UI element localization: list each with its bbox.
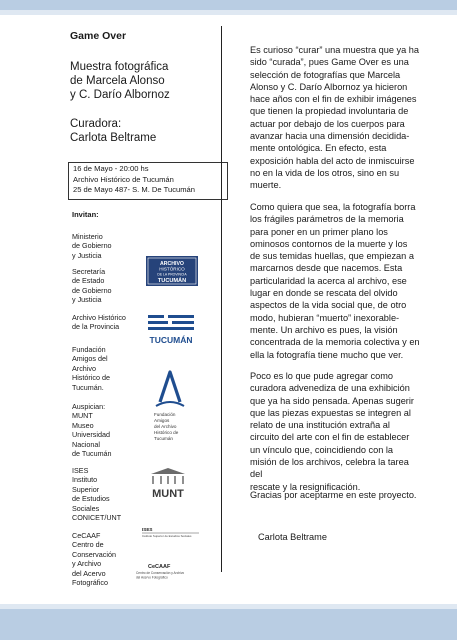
subtitle-line: Muestra fotográfica [70, 61, 169, 73]
sponsor-line: Fundación [72, 345, 106, 354]
sponsor-ministerio [72, 232, 142, 260]
archivo-logo-line: ARCHIVO [160, 261, 184, 267]
text-line: para poner en un primer plano los [250, 226, 388, 237]
date-line: 16 de Mayo - 20:00 hs [73, 164, 149, 173]
fundacion-logo-line: Tucumán [154, 436, 173, 441]
text-line: Poco es lo que pude agregar como [250, 371, 394, 381]
sponsor-line: de Gobierno [72, 241, 112, 251]
text-line: un vínculo que, coincidiendo con la [250, 444, 394, 455]
text-line: concentrada de la memoria colectiva y en [250, 337, 420, 348]
sponsor-line: Secretaría [72, 267, 106, 276]
ises-title: ISES [142, 527, 153, 532]
text-line: no en la vida de los otros, sino en su [250, 167, 400, 178]
sponsor-line: Nacional [72, 439, 100, 449]
ises-logo [141, 526, 201, 538]
text-line: curadora advenediza de una exhibición [250, 383, 410, 394]
text-line: misión de los archivos, celebra la tarea del [250, 457, 409, 480]
date-box [68, 162, 228, 200]
archivo-historico-logo [146, 256, 198, 286]
text-line: relato de una institución extraña al [250, 420, 390, 431]
sponsor-line: y Justicia [72, 250, 102, 260]
venue-line: Archivo Histórico de Tucumán [73, 174, 174, 184]
text-line: Alonso y C. Darío Albornoz ya hicieron [250, 81, 408, 92]
sponsor-line: Archivo Histórico [72, 313, 126, 322]
cecaaf-logo-line: Centro de Conservación y Archivo [136, 571, 185, 575]
sponsor-line: del Acervo [72, 568, 106, 578]
bottom-band [0, 609, 457, 640]
sponsor-line: CeCAAF [72, 531, 101, 540]
text-line: exposición habla del acto de inmiscuirse [250, 155, 415, 166]
sponsor-line: de Gobierno [72, 285, 112, 295]
text-line: marcarnos desde que nacemos. Esta [250, 263, 403, 274]
munt-roof-icon [151, 468, 185, 474]
sponsor-fundacion [72, 345, 142, 392]
column-divider [221, 26, 222, 572]
subtitle-line: de Marcela Alonso [70, 75, 165, 87]
text-line: Gracias por aceptarme en este proyecto. [250, 490, 417, 500]
text-line: actuar por debajo de los cuerpos para [250, 118, 405, 129]
sponsor-line: y Archivo [72, 559, 102, 569]
exhibition-title: Game Over [70, 30, 127, 42]
sponsor-line: Superior [72, 484, 100, 494]
text-line: los frágiles parámetros de la memoria [250, 214, 404, 225]
text-line: rescate y la resignificación. [250, 481, 361, 492]
text-line: circuito del arte con el fin de establecer [250, 432, 410, 443]
sponsor-line: Museo [72, 420, 94, 430]
subtitle-line: y C. Darío Albornoz [70, 89, 170, 101]
paragraph-2 [250, 201, 420, 361]
text-line: avanzar hacia una dimensión decidida- [250, 131, 410, 142]
sponsor-line: Conservación [72, 549, 116, 559]
text-line: ella la fotografía tiene mucho que ver. [250, 349, 404, 360]
text-line: mente ontológica. En efecto, esta [250, 143, 387, 154]
sponsor-line: Instituto [72, 475, 98, 485]
text-line: Es curioso “curar” una muestra que ya ha [250, 45, 420, 55]
sponsor-line: Archivo [72, 363, 96, 373]
address-line: 25 de Mayo 487- S. M. De Tucumán [73, 185, 195, 194]
text-line: selección de fotografías que Marcela [250, 69, 401, 80]
sponsor-line: de Tucumán [72, 449, 112, 459]
text-line: ominosos contornos de la muerte y los [250, 238, 408, 249]
sponsor-line: y Justicia [72, 295, 102, 305]
cecaaf-title: CeCAAF [148, 564, 171, 570]
text-line: que ya ha sido pensada. Apenas sugerir [250, 395, 414, 406]
munt-word: MUNT [152, 488, 184, 500]
fundacion-logo-line: Amigos [154, 418, 170, 423]
curator-name: Carlota Beltrame [70, 132, 157, 144]
sponsor-cecaaf [72, 531, 142, 587]
text-line: modo, hubieran “muerto” inexorable- [250, 312, 400, 323]
sponsor-archivo [72, 313, 152, 332]
sponsor-line: Universidad [72, 430, 110, 440]
text-line: que tienen la propiedad involuntaria de [250, 106, 409, 117]
signature: Carlota Beltrame [258, 532, 327, 542]
paragraph-3 [250, 370, 420, 493]
text-line: mente. Un archivo es pues, la visión [250, 324, 398, 335]
tucuman-stripe [168, 315, 194, 318]
archivo-logo-line: HISTÓRICO [159, 266, 185, 272]
sponsor-line: Centro de [72, 540, 104, 550]
fundacion-logo [146, 368, 194, 450]
sponsor-line: Sociales [72, 503, 100, 513]
sponsor-line: Histórico de [72, 373, 110, 383]
sponsor-line: ISES [72, 466, 89, 475]
sponsor-line: MUNT [72, 411, 93, 421]
archivo-logo-line: TUCUMÁN [157, 278, 187, 284]
text-line: hace años con el fin de exhibir imágenes [250, 94, 417, 105]
ises-subtitle: Instituto Superior de Estudios Sociales [142, 534, 192, 538]
text-line: sido “curada”, pues Game Over es una [250, 57, 409, 68]
munt-logo [143, 466, 193, 500]
paragraph-4 [250, 489, 420, 501]
sponsor-secretaria [72, 267, 142, 305]
sponsor-line: CONICET/UNT [72, 513, 122, 523]
tucuman-stripe [148, 315, 164, 318]
text-line: muerte. [250, 180, 282, 191]
sponsor-line: de la Provincia [72, 322, 120, 332]
top-band-light [0, 10, 457, 15]
curator-label: Curadora: [70, 118, 122, 130]
archivo-logo-line: DE LA PROVINCIA [157, 272, 187, 277]
tucuman-stripe [172, 321, 194, 324]
sponsor-ises [72, 466, 142, 522]
text-line: que las piezas expuestas se integren al [250, 407, 411, 418]
tucuman-logo [146, 313, 196, 347]
invitan-label: Invitan: [72, 210, 99, 219]
sponsor-munt [72, 402, 142, 458]
fundacion-logo-line: Histórico de [154, 430, 179, 435]
tucuman-stripe [148, 321, 168, 324]
sponsor-line: Auspician: [72, 402, 106, 411]
top-band [0, 0, 457, 10]
fundacion-a-icon [160, 372, 180, 402]
cecaaf-logo [134, 562, 202, 586]
sponsor-line: Fotográfico [72, 578, 108, 588]
sponsor-line: Amigos del [72, 354, 108, 364]
fundacion-arc-icon [156, 402, 184, 406]
text-line: Como quiera que sea, la fotografía borra [250, 202, 416, 212]
sponsor-line: de Estudios [72, 494, 110, 504]
cecaaf-logo-line: del Acervo Fotográfico [136, 575, 168, 580]
text-line: aspectos de la vida social que, de otro [250, 300, 407, 311]
exhibition-subtitle [70, 60, 230, 102]
sponsor-line: Tucumán. [72, 382, 104, 392]
text-line: de sus temidas huellas, que empiezan a [250, 251, 414, 262]
sponsor-line: de Estado [72, 276, 105, 286]
text-line: lugar en donde se rescata del olvido [250, 288, 398, 299]
fundacion-logo-line: del Archivo [154, 424, 177, 429]
fundacion-logo-line: Fundación [154, 412, 176, 417]
text-line: particularidad la acerca al archivo, ese [250, 275, 407, 286]
paragraph-1 [250, 44, 420, 192]
tucuman-word: TUCUMÁN [149, 335, 193, 345]
tucuman-stripe [148, 327, 194, 330]
sponsor-line: Ministerio [72, 232, 103, 241]
